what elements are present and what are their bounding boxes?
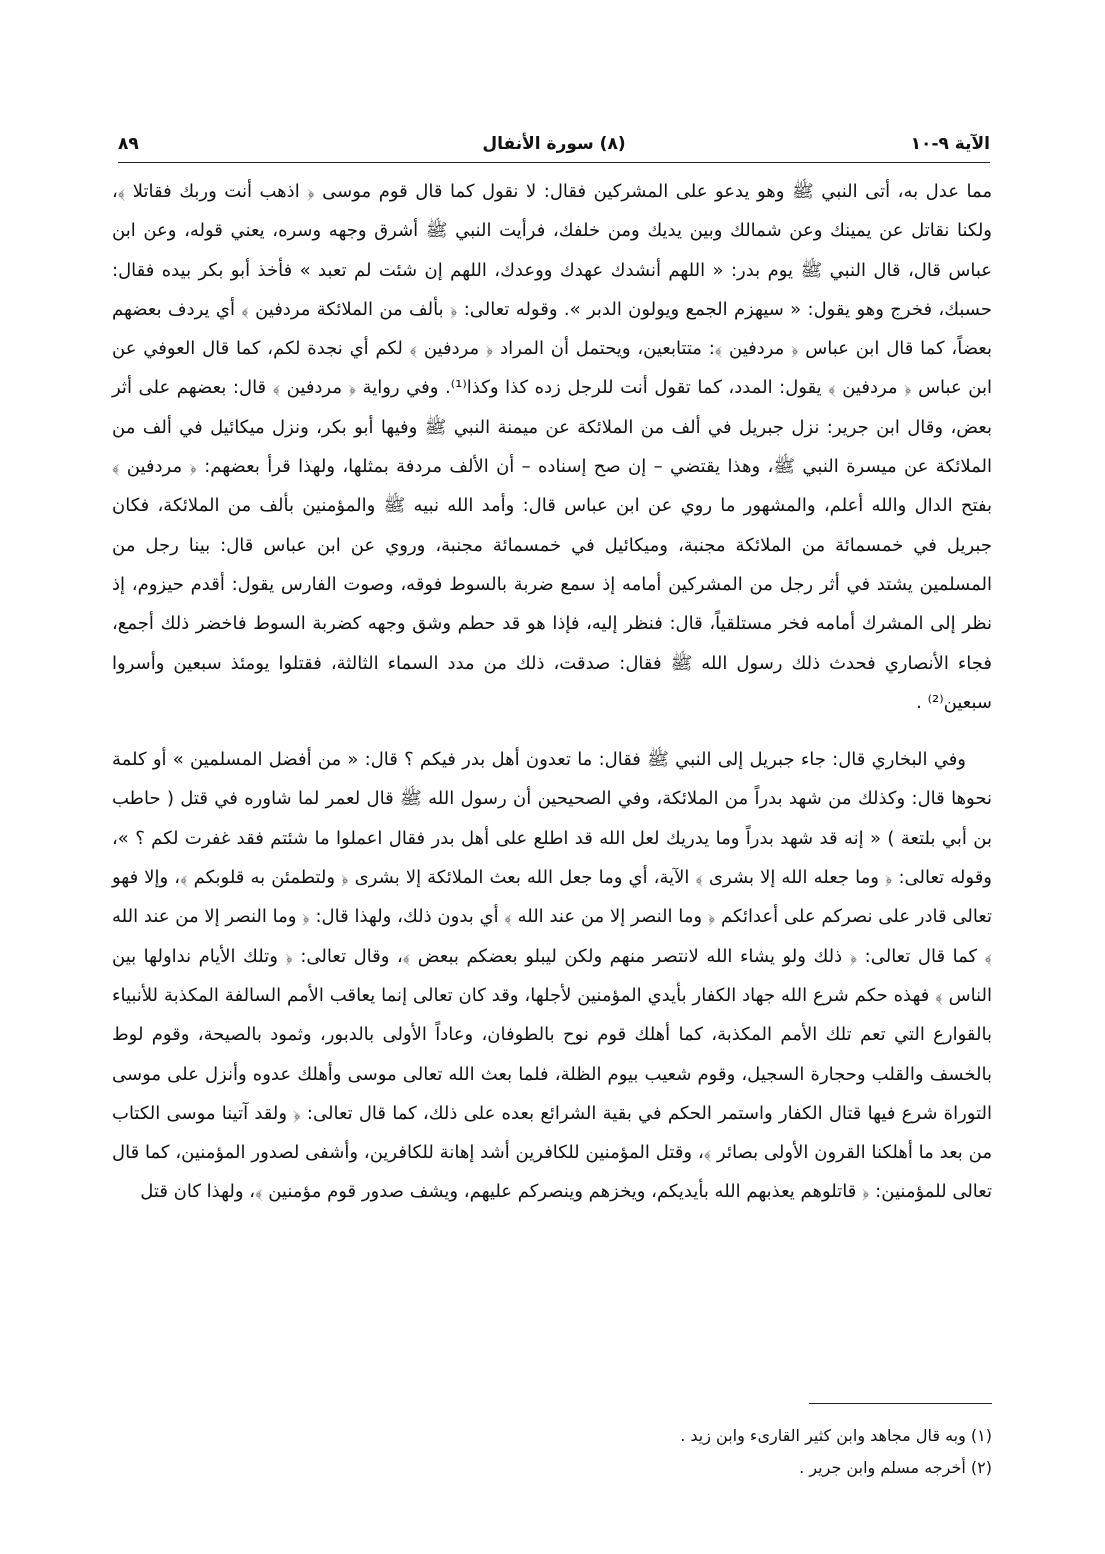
main-text bbox=[112, 172, 992, 1212]
footnote-2: (٢) أخرجه مسلم وابن جرير . bbox=[799, 1458, 992, 1477]
footnotes bbox=[112, 1420, 992, 1484]
verse-reference: الآية ٩-١٠ bbox=[910, 134, 990, 154]
page-number: ٨٩ bbox=[118, 134, 139, 154]
surah-title: (٨) سورة الأنفال bbox=[482, 134, 626, 154]
footnote-1: (١) وبه قال مجاهد وابن كثير القارىء وابن زيد . bbox=[680, 1426, 992, 1445]
paragraph-2: وفي البخاري قال: جاء جبريل إلى النبي ﷺ فقال: ما تعدون أهل بدر فيكم ؟ قال: « من أفضل المسلمين » أو كلمة نحوها قال: وكذلك من شهد بدراً من الملائكة، وفي الصحيحين أن رسول الله ﷺ قال لعمر لما شاوره في قتل ( حاطب بن أبي بلتعة ) « إنه قد شهد بدراً وما يدريك لعل الله قد اطلع على أهل بدر فقال اعملوا ما شئتم فقد غفرت لكم ؟ »، وقوله تعالى: ﴿ وما جعله الله إلا بشرى ﴾ الآية، أي وما جعل الله بعث الملائكة إلا بشرى ﴿ ولتطمئن به قلوبكم ﴾، وإلا فهو تعالى قادر على نصركم على أعدائكم ﴿ وما النصر إلا من عند الله ﴾ أي بدون ذلك، ولهذا قال: ﴿ وما النصر إلا من عند الله ﴾ كما قال تعالى: ﴿ ذلك ولو يشاء الله لانتصر منهم ولكن ليبلو بعضكم ببعض ﴾، وقال تعالى: ﴿ وتلك الأيام نداولها بين الناس ﴾ فهذه حكم شرع الله جهاد الكفار بأيدي المؤمنين لأجلها، وقد كان تعالى إنما يعاقب الأمم السالفة المكذبة للأنبياء بالقوارع التي تعم تلك الأمم المكذبة، كما أهلك قوم نوح بالطوفان، وعاداً الأولى بالدبور، وثمود بالصيحة، وقوم لوط بالخسف والقلب وحجارة السجيل، وقوم شعيب بيوم الظلة، فلما بعث الله تعالى موسى وأهلك عدوه وأنزل على موسى التوراة شرع فيها قتال الكفار واستمر الحكم في بقية الشرائع بعده على ذلك، كما قال تعالى: ﴿ ولقد آتينا موسى الكتاب من بعد ما أهلكنا القرون الأولى بصائر ﴾، وقتل المؤمنين للكافرين أشد إهانة للكافرين، وأشفى لصدور المؤمنين، كما قال تعالى للمؤمنين: ﴿ قاتلوهم يعذبهم الله بأيديكم، ويخزهم وينصركم عليهم، ويشف صدور قوم مؤمنين ﴾، ولهذا كان قتل bbox=[112, 749, 992, 1203]
running-header bbox=[118, 120, 990, 160]
footnote-rule bbox=[809, 1403, 992, 1404]
paragraph-1: مما عدل به، أتى النبي ﷺ وهو يدعو على المشركين فقال: لا نقول كما قال قوم موسى ﴿ اذهب أنت وربك فقاتلا ﴾، ولكنا نقاتل عن يمينك وعن شمالك وبين يديك ومن خلفك، فرأيت النبي ﷺ أشرق وجهه وسره، يعني قوله، وعن ابن عباس قال، قال النبي ﷺ يوم بدر: « اللهم أنشدك عهدك ووعدك، اللهم إن شئت لم تعبد » فأخذ أبو بكر بيده فقال: حسبك، فخرج وهو يقول: « سيهزم الجمع ويولون الدبر ». وقوله تعالى: ﴿ بألف من الملائكة مردفين ﴾ أي يردف بعضهم بعضاً، كما قال ابن عباس ﴿ مردفين ﴾: متتابعين، ويحتمل أن المراد ﴿ مردفين ﴾ لكم أي نجدة لكم، كما قال العوفي عن ابن عباس ﴿ مردفين ﴾ يقول: المدد، كما تقول أنت للرجل زده كذا وكذا⁽¹⁾. وفي رواية ﴿ مردفين ﴾ قال: بعضهم على أثر بعض، وقال ابن جرير: نزل جبريل في ألف من الملائكة عن ميمنة النبي ﷺ وفيها أبو بكر، ونزل ميكائيل في ألف من الملائكة عن ميسرة النبي ﷺ، وهذا يقتضي – إن صح إسناده – أن الألف مردفة بمثلها، ولهذا قرأ بعضهم: ﴿ مردفين ﴾ بفتح الدال والله أعلم، والمشهور ما روي عن ابن عباس قال: وأمد الله نبيه ﷺ والمؤمنين بألف من الملائكة، فكان جبريل في خمسمائة من الملائكة مجنبة، وميكائيل في خمسمائة مجنبة، وروي عن ابن عباس قال: بينا رجل من المسلمين يشتد في أثر رجل من المشركين أمامه إذ سمع ضربة بالسوط فوقه، وصوت الفارس يقول: أقدم حيزوم، إذ نظر إلى المشرك أمامه فخر مستلقياً، قال: فنظر إليه، فإذا هو قد حطم وشق وجهه كضربة السوط فاخضر ذلك أجمع، فجاء الأنصاري فحدث ذلك رسول الله ﷺ فقال: صدقت، ذلك من مدد السماء الثالثة، فقتلوا يومئذ سبعين وأسروا سبعين⁽²⁾ . bbox=[112, 181, 992, 713]
header-rule bbox=[118, 162, 990, 163]
